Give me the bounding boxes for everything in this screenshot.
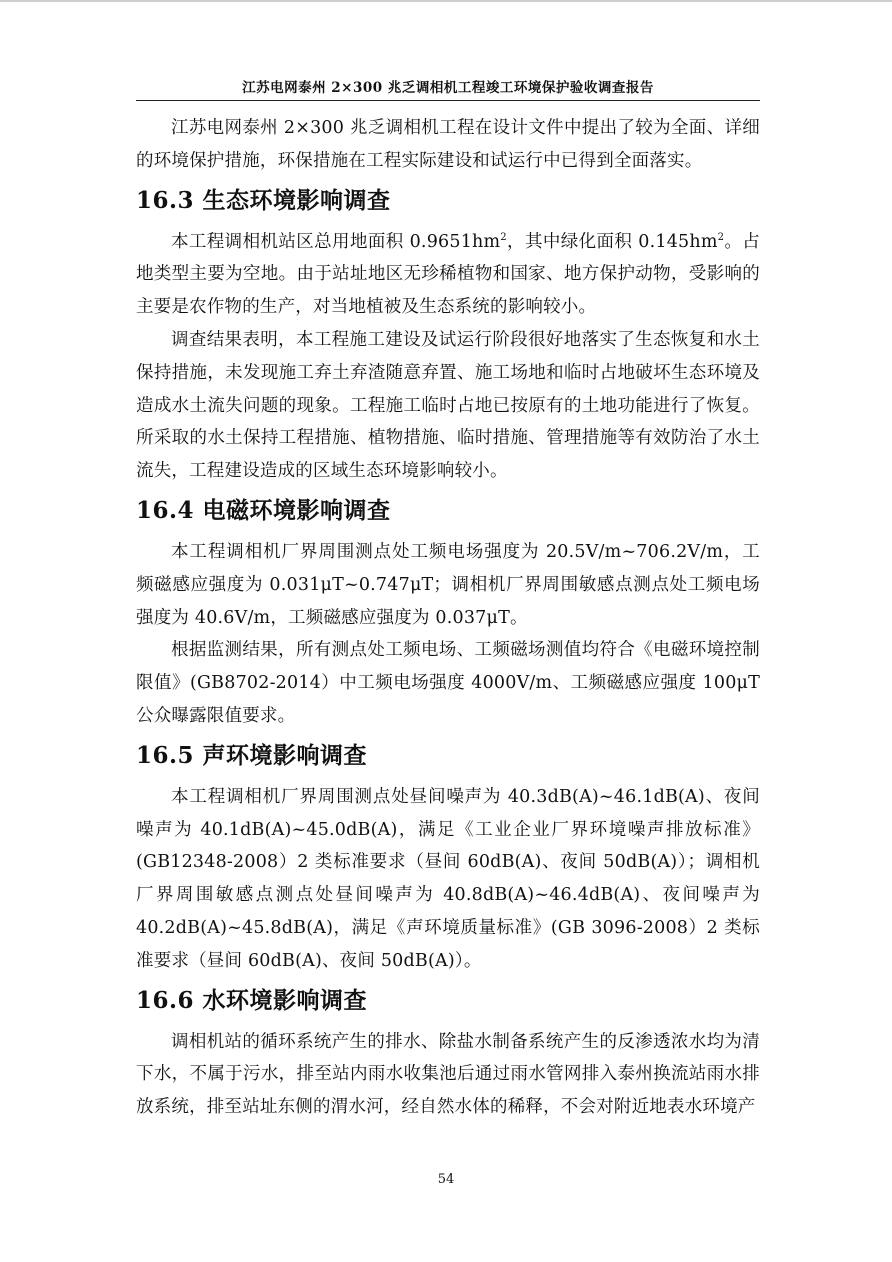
running-header: 江苏电网泰州 2×300 兆乏调相机工程竣工环境保护验收调查报告 bbox=[242, 80, 654, 96]
header-rule bbox=[136, 100, 760, 101]
section-16-4-paragraph-1: 本工程调相机厂界周围测点处工频电场强度为 20.5V/m~706.2V/m，工频磁感应强度为 0.031μT~0.747μT；调相机厂界周围敏感点测点处工频电场强度为 40.6V/m，工频磁感应强度为 0.037μT。 bbox=[136, 541, 760, 628]
section-16-3-heading: 16.3 生态环境影响调查 bbox=[136, 186, 391, 214]
section-16-6-heading: 16.6 水环境影响调查 bbox=[136, 986, 368, 1014]
page-number: 54 bbox=[437, 1172, 455, 1187]
section-16-6-paragraph-1: 调相机站的循环系统产生的排水、除盐水制备系统产生的反渗透浓水均为清下水，不属于污水，排至站内雨水收集池后通过雨水管网排入泰州换流站雨水排放系统，排至站址东侧的渭水河，经自然水体的稀释，不会对附近地表水环境产 bbox=[136, 1031, 760, 1118]
superscript: 2 bbox=[717, 231, 725, 243]
page-body bbox=[136, 112, 760, 1124]
section-16-4-paragraph-2: 根据监测结果，所有测点处工频电场、工频磁场测值均符合《电磁环境控制限值》(GB8702-2014）中工频电场强度 4000V/m、工频磁感应强度 100μT 公众曝露限值要求。 bbox=[136, 640, 760, 726]
section-16-3-paragraph-1: 本工程调相机站区总用地面积 $0.9651hm^2$，其中绿化面积 $0.145hm^2$。占地类型主要为空地。由于站址地区无珍稀植物和国家、地方保护动物，受影响的主要是农作物的生产，对当地植被及生态系统的影响较小。 bbox=[136, 231, 760, 318]
section-16-4-heading: 16.4 电磁环境影响调查 bbox=[136, 496, 391, 524]
section-16-5-paragraph-1: 本工程调相机厂界周围测点处昼间噪声为 40.3dB(A)~46.1dB(A)、夜间噪声为 40.1dB(A)~45.0dB(A)，满足《工业企业厂界环境噪声排放标准》(GB12348-2008）2 类标准要求（昼间 60dB(A)、夜间 50dB(A)）；调相机厂界周围敏感点测点处昼间噪声为 40.8dB(A)~46.4dB(A)、夜间噪声为 40.2dB(A)~45.8dB(A)，满足《声环境质量标准》(GB 3096-2008）2 类标准要求（昼间 60dB(A)、夜间 50dB(A)）。 bbox=[136, 786, 760, 971]
section-16-3-paragraph-2: 调查结果表明，本工程施工建设及试运行阶段很好地落实了生态恢复和水土保持措施，未发现施工弃土弃渣随意弃置、施工场地和临时占地破坏生态环境及造成水土流失问题的现象。工程施工临时占地已按原有的土地功能进行了恢复。所采取的水土保持工程措施、植物措施、临时措施、管理措施等有效防治了水土流失，工程建设造成的区域生态环境影响较小。 bbox=[136, 329, 760, 482]
page-top-border bbox=[0, 0, 892, 2]
section-16-5-heading: 16.5 声环境影响调查 bbox=[136, 741, 368, 769]
superscript: 2 bbox=[500, 231, 507, 243]
intro-paragraph: 江苏电网泰州 2×300 兆乏调相机工程在设计文件中提出了较为全面、详细的环境保护措施，环保措施在工程实际建设和试运行中已得到全面落实。 bbox=[136, 118, 760, 171]
